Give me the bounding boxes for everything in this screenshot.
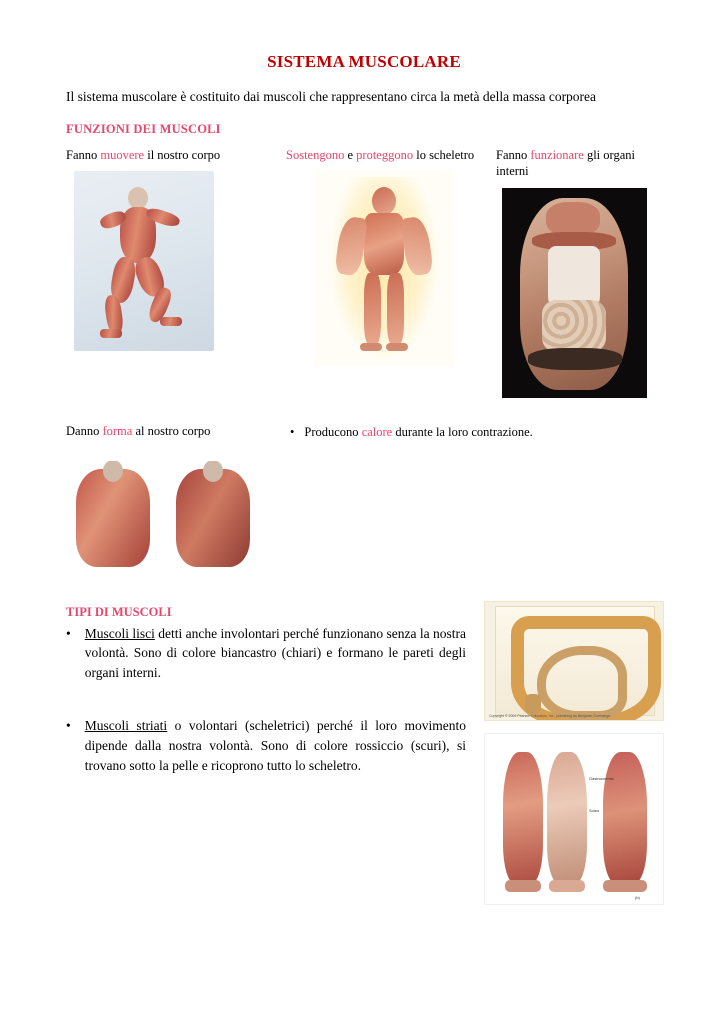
bullet-marker: • bbox=[66, 625, 71, 641]
intro-paragraph: Il sistema muscolare è costituito dai muscoli che rappresentano circa la metà della massa corporea bbox=[66, 89, 597, 104]
leg-foot-3 bbox=[603, 880, 647, 892]
runner-head bbox=[128, 187, 148, 209]
figure-front-head bbox=[103, 461, 123, 482]
function-item-muovere bbox=[66, 147, 266, 398]
runner-figure bbox=[98, 187, 188, 337]
runner-foot-front bbox=[160, 317, 182, 326]
function-item-sostengono bbox=[286, 147, 476, 398]
leg-muscles-diagram-image bbox=[484, 733, 664, 905]
type-text bbox=[85, 716, 466, 775]
caption-text-before: Danno bbox=[66, 423, 103, 438]
leg-label-gastrocnemio: Gastrocnemio bbox=[589, 775, 614, 781]
runner-muscles-image bbox=[74, 171, 214, 351]
caption-text-after: gli organi interni bbox=[496, 148, 635, 179]
function-caption bbox=[286, 147, 476, 163]
leg-figure-2 bbox=[547, 752, 587, 884]
organs-head bbox=[546, 202, 600, 236]
functions-row bbox=[66, 147, 662, 398]
function-caption bbox=[496, 147, 662, 180]
runner-foot-back bbox=[100, 329, 122, 338]
intestine-rectum bbox=[525, 694, 541, 714]
leg-figure-caption: (b) bbox=[635, 894, 640, 900]
caption-highlight: Sostengono bbox=[286, 148, 345, 163]
two-figures-muscles-image bbox=[72, 461, 272, 571]
body-leg-left bbox=[364, 273, 381, 345]
type-term: Muscoli lisci bbox=[84, 625, 155, 641]
caption-text-before: Fanno bbox=[66, 148, 101, 163]
caption-text-before: Fanno bbox=[496, 148, 531, 163]
functions-row-2 bbox=[66, 424, 662, 571]
caption-text-after: lo scheletro bbox=[413, 148, 475, 163]
type-text bbox=[85, 624, 466, 683]
section-heading-tipi: TIPI DI MUSCOLI bbox=[66, 604, 172, 619]
leg-label-soleo: Soleo bbox=[589, 807, 600, 813]
type-item-lisci bbox=[66, 624, 466, 683]
section-heading-funzioni: FUNZIONI DEI MUSCOLI bbox=[66, 122, 221, 137]
caption-highlight: muovere bbox=[100, 148, 145, 163]
leg-figure-1 bbox=[503, 752, 543, 884]
bullet-text-before: Producono bbox=[304, 424, 362, 439]
bullet-text bbox=[304, 424, 532, 441]
function-item-calore bbox=[290, 424, 662, 571]
caption-text-mid: e bbox=[344, 148, 357, 163]
full-body-muscles-image bbox=[314, 171, 454, 366]
function-caption bbox=[66, 147, 266, 163]
types-section bbox=[66, 604, 662, 900]
leg-foot-2 bbox=[549, 880, 585, 892]
type-item-striati bbox=[66, 716, 466, 775]
page-title: SISTEMA MUSCOLARE bbox=[267, 52, 461, 71]
organs-pelvis bbox=[528, 348, 622, 370]
leg-foot-1 bbox=[505, 880, 541, 892]
internal-organs-image bbox=[502, 188, 647, 398]
figure-front bbox=[76, 469, 150, 567]
bullet-highlight: calore bbox=[361, 424, 393, 439]
caption-text-after: il nostro corpo bbox=[144, 148, 221, 163]
figure-back bbox=[176, 469, 250, 567]
type-description: detti anche involontari perché funzionano senza la nostra volontà. Sono di colore biancastro (chiari) e formano le pareti degli organi interni. bbox=[84, 625, 466, 680]
function-item-forma bbox=[66, 424, 272, 571]
bullet-text-after: durante la loro contrazione. bbox=[392, 424, 533, 439]
caption-highlight: forma bbox=[102, 423, 133, 438]
body-foot-left bbox=[360, 343, 382, 351]
caption-highlight: funzionare bbox=[530, 148, 584, 163]
figure-back-head bbox=[203, 461, 223, 482]
function-bullet bbox=[290, 424, 662, 441]
function-caption bbox=[66, 424, 272, 439]
intestine-credit-text: Copyright © 2004 Pearson Education, Inc., publishing as Benjamin Cummings bbox=[489, 713, 611, 718]
type-description: o volontari (scheletrici) perché il loro movimento dipende dalla nostra volontà. Sono di colore rossiccio (scuri), si trovano sotto la pelle e ricoprono tutto lo scheletro. bbox=[84, 718, 466, 773]
type-term: Muscoli striati bbox=[84, 718, 168, 734]
body-torso bbox=[364, 213, 404, 275]
intestine-small-bowel bbox=[537, 646, 627, 720]
body-leg-right bbox=[387, 273, 404, 345]
bullet-marker: • bbox=[290, 424, 295, 439]
leg-figure-3 bbox=[603, 752, 647, 884]
function-item-funzionare bbox=[496, 147, 662, 398]
caption-text-after: al nostro corpo bbox=[132, 423, 211, 438]
intestine-diagram-image bbox=[484, 601, 664, 721]
body-foot-right bbox=[386, 343, 408, 351]
organs-intestine bbox=[542, 300, 606, 352]
bullet-marker: • bbox=[66, 718, 71, 734]
caption-highlight-2: proteggono bbox=[356, 148, 414, 163]
